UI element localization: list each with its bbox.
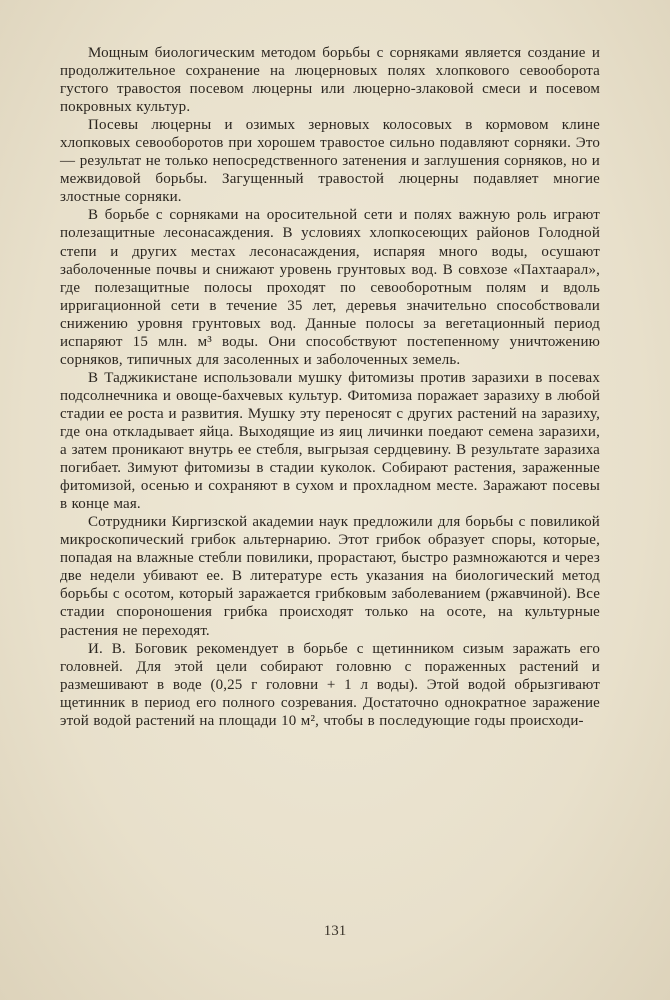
page-number: 131 bbox=[323, 923, 347, 939]
paragraph-5: Сотрудники Киргизской академии наук предложили для борьбы с повиликой микроскопический грибок альтернарию. Этот грибок образует споры, которые, попадая на влажные стебли повилики, прорастают, быстро размножаются и через две недели убивают ее. В литературе есть указания на биологический метод борьбы с осотом, который заражается грибковым заболеванием (ржавчиной). Все стадии спороношения грибка происходят только на осоте, на культурные растения не переходят. bbox=[60, 514, 600, 639]
paragraph-6: И. В. Боговик рекомендует в борьбе с щетинником сизым заражать его головней. Для этой цели собирают головню с пораженных растений и размешивают в воде (0,25 г головни + 1 л воды). Этой водой обрызгивают щетинник в период его полного созревания. Достаточно однократное заражение этой водой растений на площади 10 м², чтобы в последующие годы происходи- bbox=[60, 640, 600, 729]
body-text bbox=[60, 44, 600, 730]
paragraph-2: Посевы люцерны и озимых зерновых колосовых в кормовом клине хлопковых севооборотов при хорошем травостое сильно подавляют сорняки. Это — результат не только непосредственного затенения и заглушения сорняков, но и межвидовой борьбы. Загущенный травостой люцерны подавляет многие злостные сорняки. bbox=[60, 117, 600, 206]
paragraph-3: В борьбе с сорняками на оросительной сети и полях важную роль играют полезащитные лесонасаждения. В условиях хлопкосеющих районов Голодной степи и других местах лесонасаждения, испаряя много воды, осушают заболоченные почвы и снижают уровень грунтовых вод. В совхозе «Пахтаарал», где полезащитные полосы проходят по севооборотным полям и вдоль ирригационной сети в течение 35 лет, деревья значительно способствовали снижению уровня грунтовых вод. Данные полосы за вегетационный период испаряют 15 млн. м³ воды. Они способствуют постепенному уничтожению сорняков, типичных для засоленных и заболоченных земель. bbox=[60, 207, 600, 368]
paragraph-4: В Таджикистане использовали мушку фитомизы против заразихи в посевах подсолнечника и овоще-бахчевых культур. Фитомиза поражает заразиху в любой стадии ее роста и развития. Мушку эту переносят с других растений на заразиху, где она откладывает яйца. Выходящие из яиц личинки поедают семена заразихи, а затем проникают внутрь ее стебля, выгрызая сердцевину. В результате заразиха погибает. Зимуют фитомизы в стадии куколок. Собирают растения, зараженные фитомизой, осенью и сохраняют в сухом и прохладном месте. Заражают посевы в конце мая. bbox=[60, 369, 600, 513]
paragraph-1: Мощным биологическим методом борьбы с сорняками является создание и продолжительное сохранение на люцерновых полях хлопкового севооборота густого травостоя посевом люцерны или люцерно-злаковой смеси и посевом покровных культур. bbox=[60, 45, 600, 116]
